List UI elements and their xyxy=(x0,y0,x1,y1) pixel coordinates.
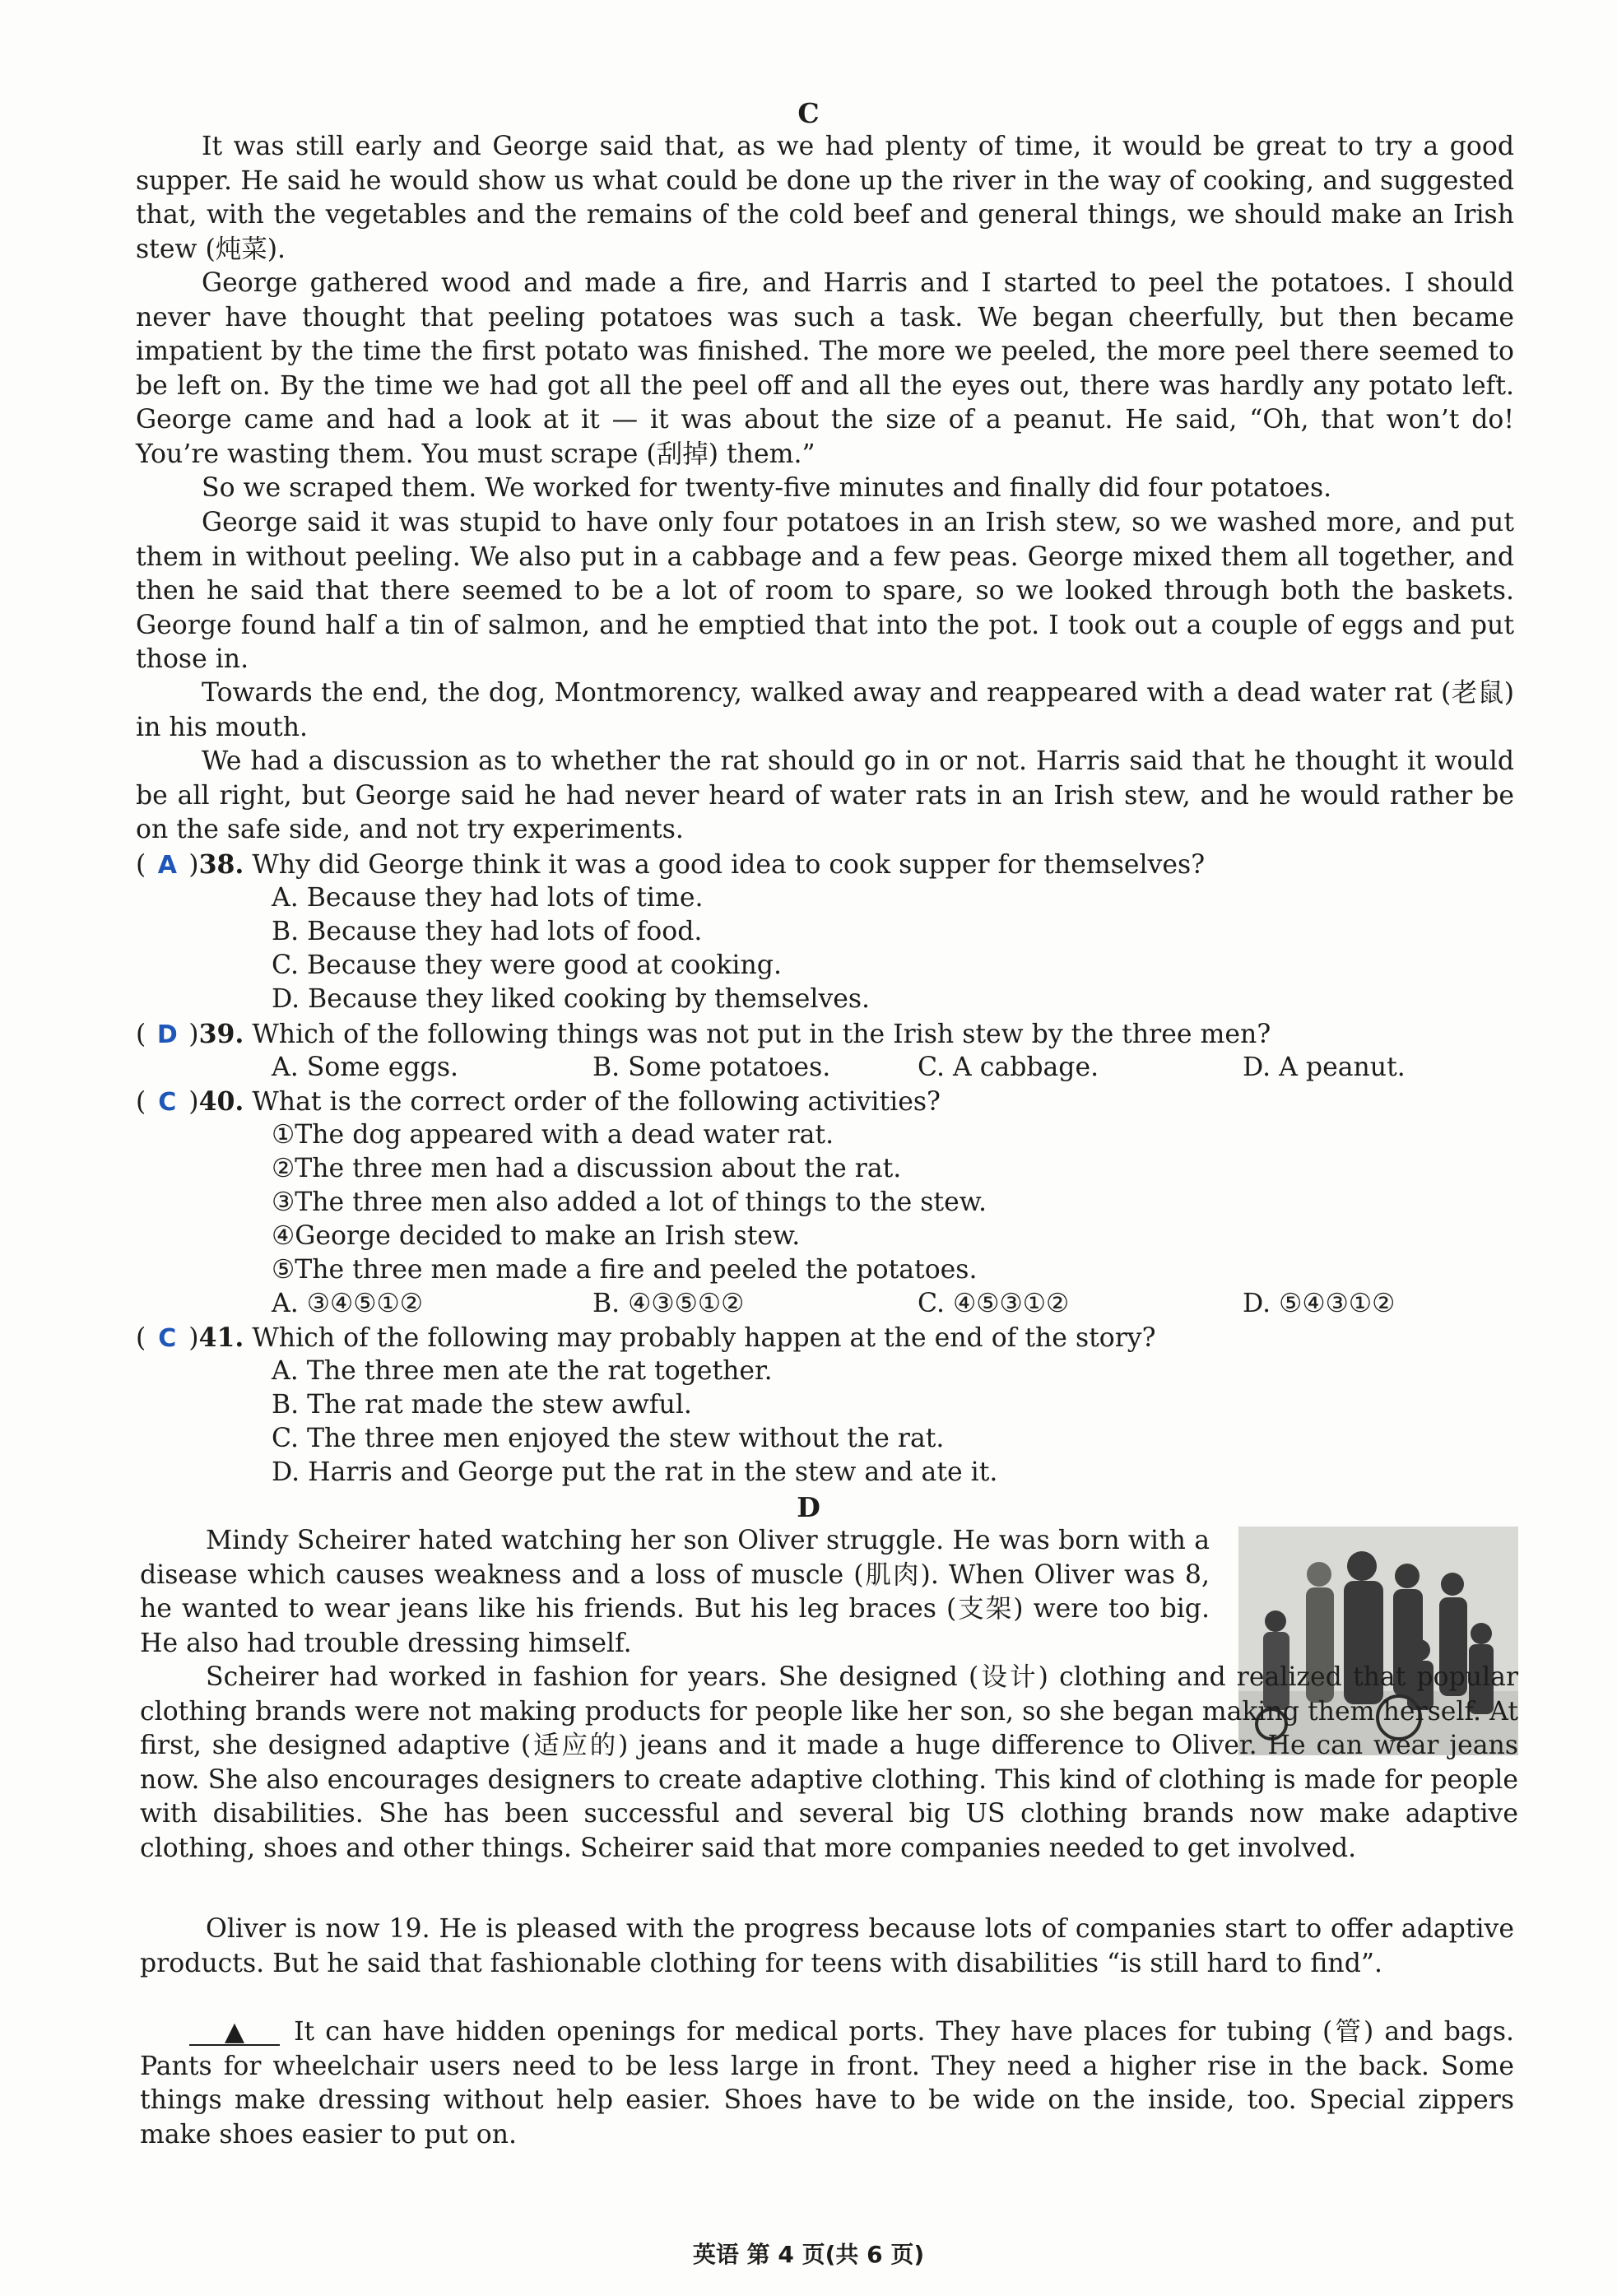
section-c-heading: C xyxy=(797,97,820,129)
passage-d-paragraph-4 xyxy=(140,2015,1514,2152)
option-39-a: A. Some eggs. xyxy=(272,1053,458,1082)
answer-41: C xyxy=(158,1324,177,1353)
option-39-c: C. A cabbage. xyxy=(918,1053,1099,1082)
answer-40: C xyxy=(158,1088,177,1117)
question-number: 40. xyxy=(198,1086,244,1117)
passage-c-paragraph-6: We had a discussion as to whether the rat should go in or not. Harris said that he thought it would be all right, but George said he had never heard of water rats in an Irish stew, and he would rather be on the safe side, and not try experiments. xyxy=(136,746,1514,844)
passage-d-paragraph-2: Scheirer had worked in fashion for years. She designed (设计) clothing and realized that popular clothing brands were not making products for people like her son, so she began making them herself. At first, she designed adaptive (适应的) jeans and it made a huge difference to Oliver. He can wear jeans now. She also encourages designers to create adaptive clothing. This kind of clothing is made for people with disabilities. She has been successful and several big US clothing brands now make adaptive clothing, shoes and other things. Scheirer said that more companies needed to get involved. xyxy=(140,1662,1518,1863)
event-item-2: ②The three men had a discussion about the rat. xyxy=(272,1154,902,1183)
option-39-b: B. Some potatoes. xyxy=(592,1053,831,1082)
option-41-d: D. Harris and George put the rat in the stew and ate it. xyxy=(272,1457,998,1487)
option-40-d: D. ⑤④③①② xyxy=(1243,1289,1396,1318)
question-stem: Which of the following things was not put in the Irish stew by the three men? xyxy=(252,1020,1271,1049)
question-number: 39. xyxy=(198,1019,244,1049)
option-38-a: A. Because they had lots of time. xyxy=(272,883,704,913)
passage-d-paragraph-3: Oliver is now 19. He is pleased with the progress because lots of companies start to offer adaptive products. But he said that fashionable clothing for teens with disabilities “is still hard to find”. xyxy=(140,1914,1514,1978)
option-41-b: B. The rat made the stew awful. xyxy=(272,1390,692,1420)
passage-c-paragraph-1: It was still early and George said that, as we had plenty of time, it would be great to try a good supper. He said he would show us what could be done up the river in the way of cooking, and suggested that, with the vegetables and the remains of the cold beef and general things, we should make an Irish stew (炖菜). xyxy=(136,132,1514,264)
question-number: 38. xyxy=(198,849,244,880)
event-item-1: ①The dog appeared with a dead water rat. xyxy=(272,1120,834,1150)
question-39: ( D )39. Which of the following things was not put in the Irish stew by the three men? xyxy=(136,1017,1271,1053)
option-41-c: C. The three men enjoyed the stew without the rat. xyxy=(272,1424,945,1453)
section-d-heading: D xyxy=(797,1491,820,1523)
question-number: 41. xyxy=(198,1322,244,1353)
options-40 xyxy=(272,1287,1522,1322)
event-item-5: ⑤The three men made a fire and peeled the potatoes. xyxy=(272,1255,978,1285)
question-stem: Why did George think it was a good idea to cook supper for themselves? xyxy=(252,850,1206,880)
passage-c-paragraph-4: George said it was stupid to have only four potatoes in an Irish stew, so we washed more, and put them in without peeling. We also put in a cabbage and a few peas. George mixed them all together, and then he said that there seemed to be a lot of room to spare, so we looked through both the baskets. George found half a tin of salmon, and he emptied that into the pot. I took out a couple of eggs and put those in. xyxy=(136,508,1514,674)
option-40-a: A. ③④⑤①② xyxy=(272,1289,423,1318)
option-38-c: C. Because they were good at cooking. xyxy=(272,950,782,980)
option-38-d: D. Because they liked cooking by themselves. xyxy=(272,984,871,1014)
answer-39: D xyxy=(156,1020,178,1049)
question-38: ( A )38. Why did George think it was a good idea to cook supper for themselves? xyxy=(136,848,1205,883)
options-39 xyxy=(272,1051,1522,1085)
event-item-3: ③The three men also added a lot of things to the stew. xyxy=(272,1188,987,1217)
option-41-a: A. The three men ate the rat together. xyxy=(272,1356,773,1386)
question-40: ( C )40. What is the correct order of the following activities? xyxy=(136,1085,941,1120)
option-39-d: D. A peanut. xyxy=(1243,1053,1406,1082)
page-footer: 英语 第 4 页(共 6 页) xyxy=(692,2241,925,2268)
question-stem: What is the correct order of the following activities? xyxy=(252,1087,941,1117)
passage-d-paragraph-4-text: It can have hidden openings for medical ports. They have places for tubing (管) and bags. Pants for wheelchair users need to be less large in front. They need a higher rise in the back. Some things make dressing without help easier. Shoes have to be wide on the inside, too. Special zippers make shoes easier to put on. xyxy=(140,2017,1515,2150)
event-item-4: ④George decided to make an Irish stew. xyxy=(272,1221,801,1251)
answer-38: A xyxy=(157,851,177,880)
question-stem: Which of the following may probably happen at the end of the story? xyxy=(252,1323,1156,1353)
option-40-c: C. ④⑤③①② xyxy=(918,1289,1070,1318)
option-38-b: B. Because they had lots of food. xyxy=(272,917,703,946)
passage-c-paragraph-5: Towards the end, the dog, Montmorency, walked away and reappeared with a dead water rat (老鼠) in his mouth. xyxy=(136,678,1514,742)
passage-c-paragraph-2: George gathered wood and made a fire, and Harris and I started to peel the potatoes. I should never have thought that peeling potatoes was such a task. We began cheerfully, but then became impatient by the time the first potato was finished. The more we peeled, the more peel there seemed to be left on. By the time we had got all the peel off and all the eyes out, there was hardly any potato left. George came and had a look at it — it was about the size of a peanut. He said, “Oh, that won’t do! You’re wasting them. You must scrape (刮掉) them.” xyxy=(136,268,1514,469)
option-40-b: B. ④③⑤①② xyxy=(592,1289,745,1318)
passage-d-paragraph-1: Mindy Scheirer hated watching her son Oliver struggle. He was born with a disease which causes weakness and a loss of muscle (肌肉). When Oliver was 8, he wanted to wear jeans like his friends. But his leg braces (支架) were too big. He also had trouble dressing himself. xyxy=(140,1526,1210,1658)
question-41: ( C )41. Which of the following may probably happen at the end of the story? xyxy=(136,1321,1155,1356)
passage-c-paragraph-3: So we scraped them. We worked for twenty-five minutes and finally did four potatoes. xyxy=(202,473,1332,503)
blank-marker: ▲ xyxy=(189,2019,280,2046)
